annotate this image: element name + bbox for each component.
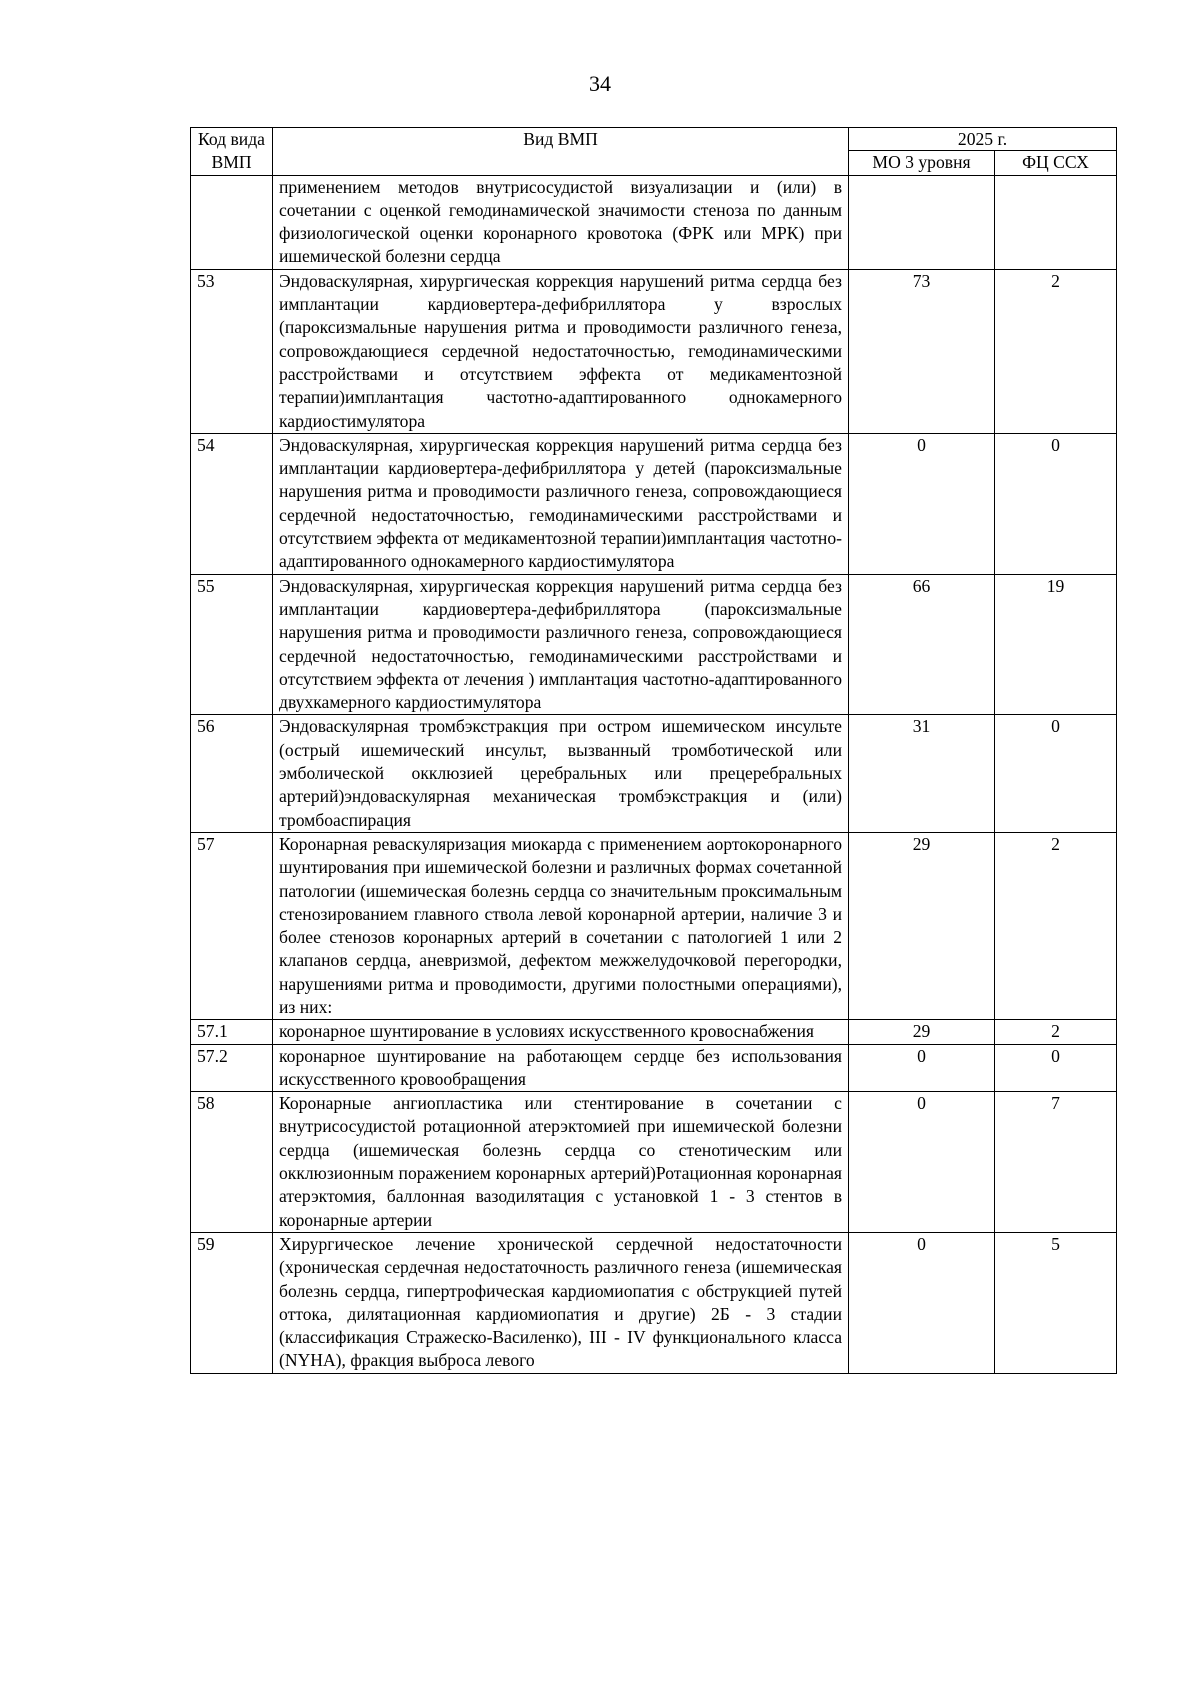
row-code: 53	[191, 269, 273, 433]
row-name: коронарное шунтирование в условиях искусственного кровоснабжения	[273, 1020, 849, 1044]
row-mo: 0	[849, 1044, 995, 1092]
table-row	[191, 1020, 1117, 1044]
row-name: Эндоваскулярная, хирургическая коррекция нарушений ритма сердца без имплантации кардиовертера-дефибриллятора (пароксизмальные нарушения ритма и проводимости различного генеза, сопровождающиеся сердечной недостаточностью, гемодинамическими расстройствами и отсутствием эффекта от лечения ) имплантация частотно-адаптированного двухкамерного кардиостимулятора	[273, 574, 849, 715]
row-name: Хирургическое лечение хронической сердечной недостаточности (хроническая сердечная недостаточность различного генеза (ишемическая болезнь сердца, гипертрофическая кардиомиопатия с обструкцией путей оттока, дилятационная кардиомиопатия и другие) 2Б - 3 стадии (классификация Стражеско-Василенко), III - IV функционального класса (NYHA), фракция выброса левого	[273, 1232, 849, 1373]
page-number: 34	[589, 71, 611, 96]
row-mo	[849, 175, 995, 269]
row-code: 57.1	[191, 1020, 273, 1044]
row-name: Эндоваскулярная, хирургическая коррекция нарушений ритма сердца без имплантации кардиовертера-дефибриллятора у детей (пароксизмальные нарушения ритма и проводимости различного генеза, сопровождающиеся сердечной недостаточностью, гемодинамическими расстройствами и отсутствием эффекта от медикаментозной терапии)имплантация частотно-адаптированного однокамерного кардиостимулятора	[273, 433, 849, 574]
row-name: коронарное шунтирование на работающем сердце без использования искусственного кровообращения	[273, 1044, 849, 1092]
row-code: 56	[191, 715, 273, 832]
row-code: 55	[191, 574, 273, 715]
table-row	[191, 574, 1117, 715]
row-mo: 29	[849, 832, 995, 1019]
table-row	[191, 1044, 1117, 1092]
row-code: 57.2	[191, 1044, 273, 1092]
row-fc: 2	[995, 832, 1117, 1019]
table-row	[191, 433, 1117, 574]
row-code: 54	[191, 433, 273, 574]
row-fc: 19	[995, 574, 1117, 715]
header-name: Вид ВМП	[273, 128, 849, 176]
row-name: Коронарная реваскуляризация миокарда с применением аортокоронарного шунтирования при ишемической болезни и различных формах сочетанной патологии (ишемическая болезнь сердца со значительным проксимальным стенозированием главного ствола левой коронарной артерии, наличие 3 и более стенозов коронарных артерий в сочетании с патологией 1 или 2 клапанов сердца, аневризмой, дефектом межжелудочковой перегородки, нарушениями ритма и проводимости, другими полостными операциями), из них:	[273, 832, 849, 1019]
table-row	[191, 1232, 1117, 1373]
row-mo: 31	[849, 715, 995, 832]
row-mo: 0	[849, 1232, 995, 1373]
row-code	[191, 175, 273, 269]
header-year: 2025 г.	[849, 128, 1117, 151]
row-name: применением методов внутрисосудистой визуализации и (или) в сочетании с оценкой гемодинамической значимости стеноза по данным физиологической оценки коронарного кровотока (ФРК или МРК) при ишемической болезни сердца	[273, 175, 849, 269]
row-fc: 0	[995, 1044, 1117, 1092]
row-fc: 2	[995, 269, 1117, 433]
row-code: 57	[191, 832, 273, 1019]
row-mo: 73	[849, 269, 995, 433]
row-fc	[995, 175, 1117, 269]
header-mo: МО 3 уровня	[849, 151, 995, 176]
table-row	[191, 269, 1117, 433]
header-code: Код вида ВМП	[191, 128, 273, 176]
table-row	[191, 715, 1117, 832]
row-fc: 5	[995, 1232, 1117, 1373]
row-name: Коронарные ангиопластика или стентирование в сочетании с внутрисосудистой ротационной атерэктомией при ишемической болезни сердца (ишемическая болезнь сердца со стенотическим или окклюзионным поражением коронарных артерий)Ротационная коронарная атерэктомия, баллонная вазодилятация с установкой 1 - 3 стентов в коронарные артерии	[273, 1092, 849, 1233]
vmp-table	[190, 127, 1117, 1374]
row-mo: 0	[849, 1092, 995, 1233]
table-row	[191, 1092, 1117, 1233]
row-mo: 0	[849, 433, 995, 574]
table-row	[191, 832, 1117, 1019]
row-code: 59	[191, 1232, 273, 1373]
row-fc: 7	[995, 1092, 1117, 1233]
row-fc: 0	[995, 715, 1117, 832]
row-name: Эндоваскулярная тромбэкстракция при остром ишемическом инсульте (острый ишемический инсульт, вызванный тромботической или эмболической окклюзией церебральных или прецеребральных артерий)эндоваскулярная механическая тромбэкстракция и (или) тромбоаспирация	[273, 715, 849, 832]
table-row	[191, 175, 1117, 269]
row-code: 58	[191, 1092, 273, 1233]
row-fc: 0	[995, 433, 1117, 574]
row-name: Эндоваскулярная, хирургическая коррекция нарушений ритма сердца без имплантации кардиовертера-дефибриллятора у взрослых (пароксизмальные нарушения ритма и проводимости различного генеза, сопровождающиеся сердечной недостаточностью, гемодинамическими расстройствами и отсутствием эффекта от медикаментозной терапии)имплантация частотно-адаптированного однокамерного кардиостимулятора	[273, 269, 849, 433]
header-fc: ФЦ ССХ	[995, 151, 1117, 176]
row-mo: 66	[849, 574, 995, 715]
row-fc: 2	[995, 1020, 1117, 1044]
row-mo: 29	[849, 1020, 995, 1044]
